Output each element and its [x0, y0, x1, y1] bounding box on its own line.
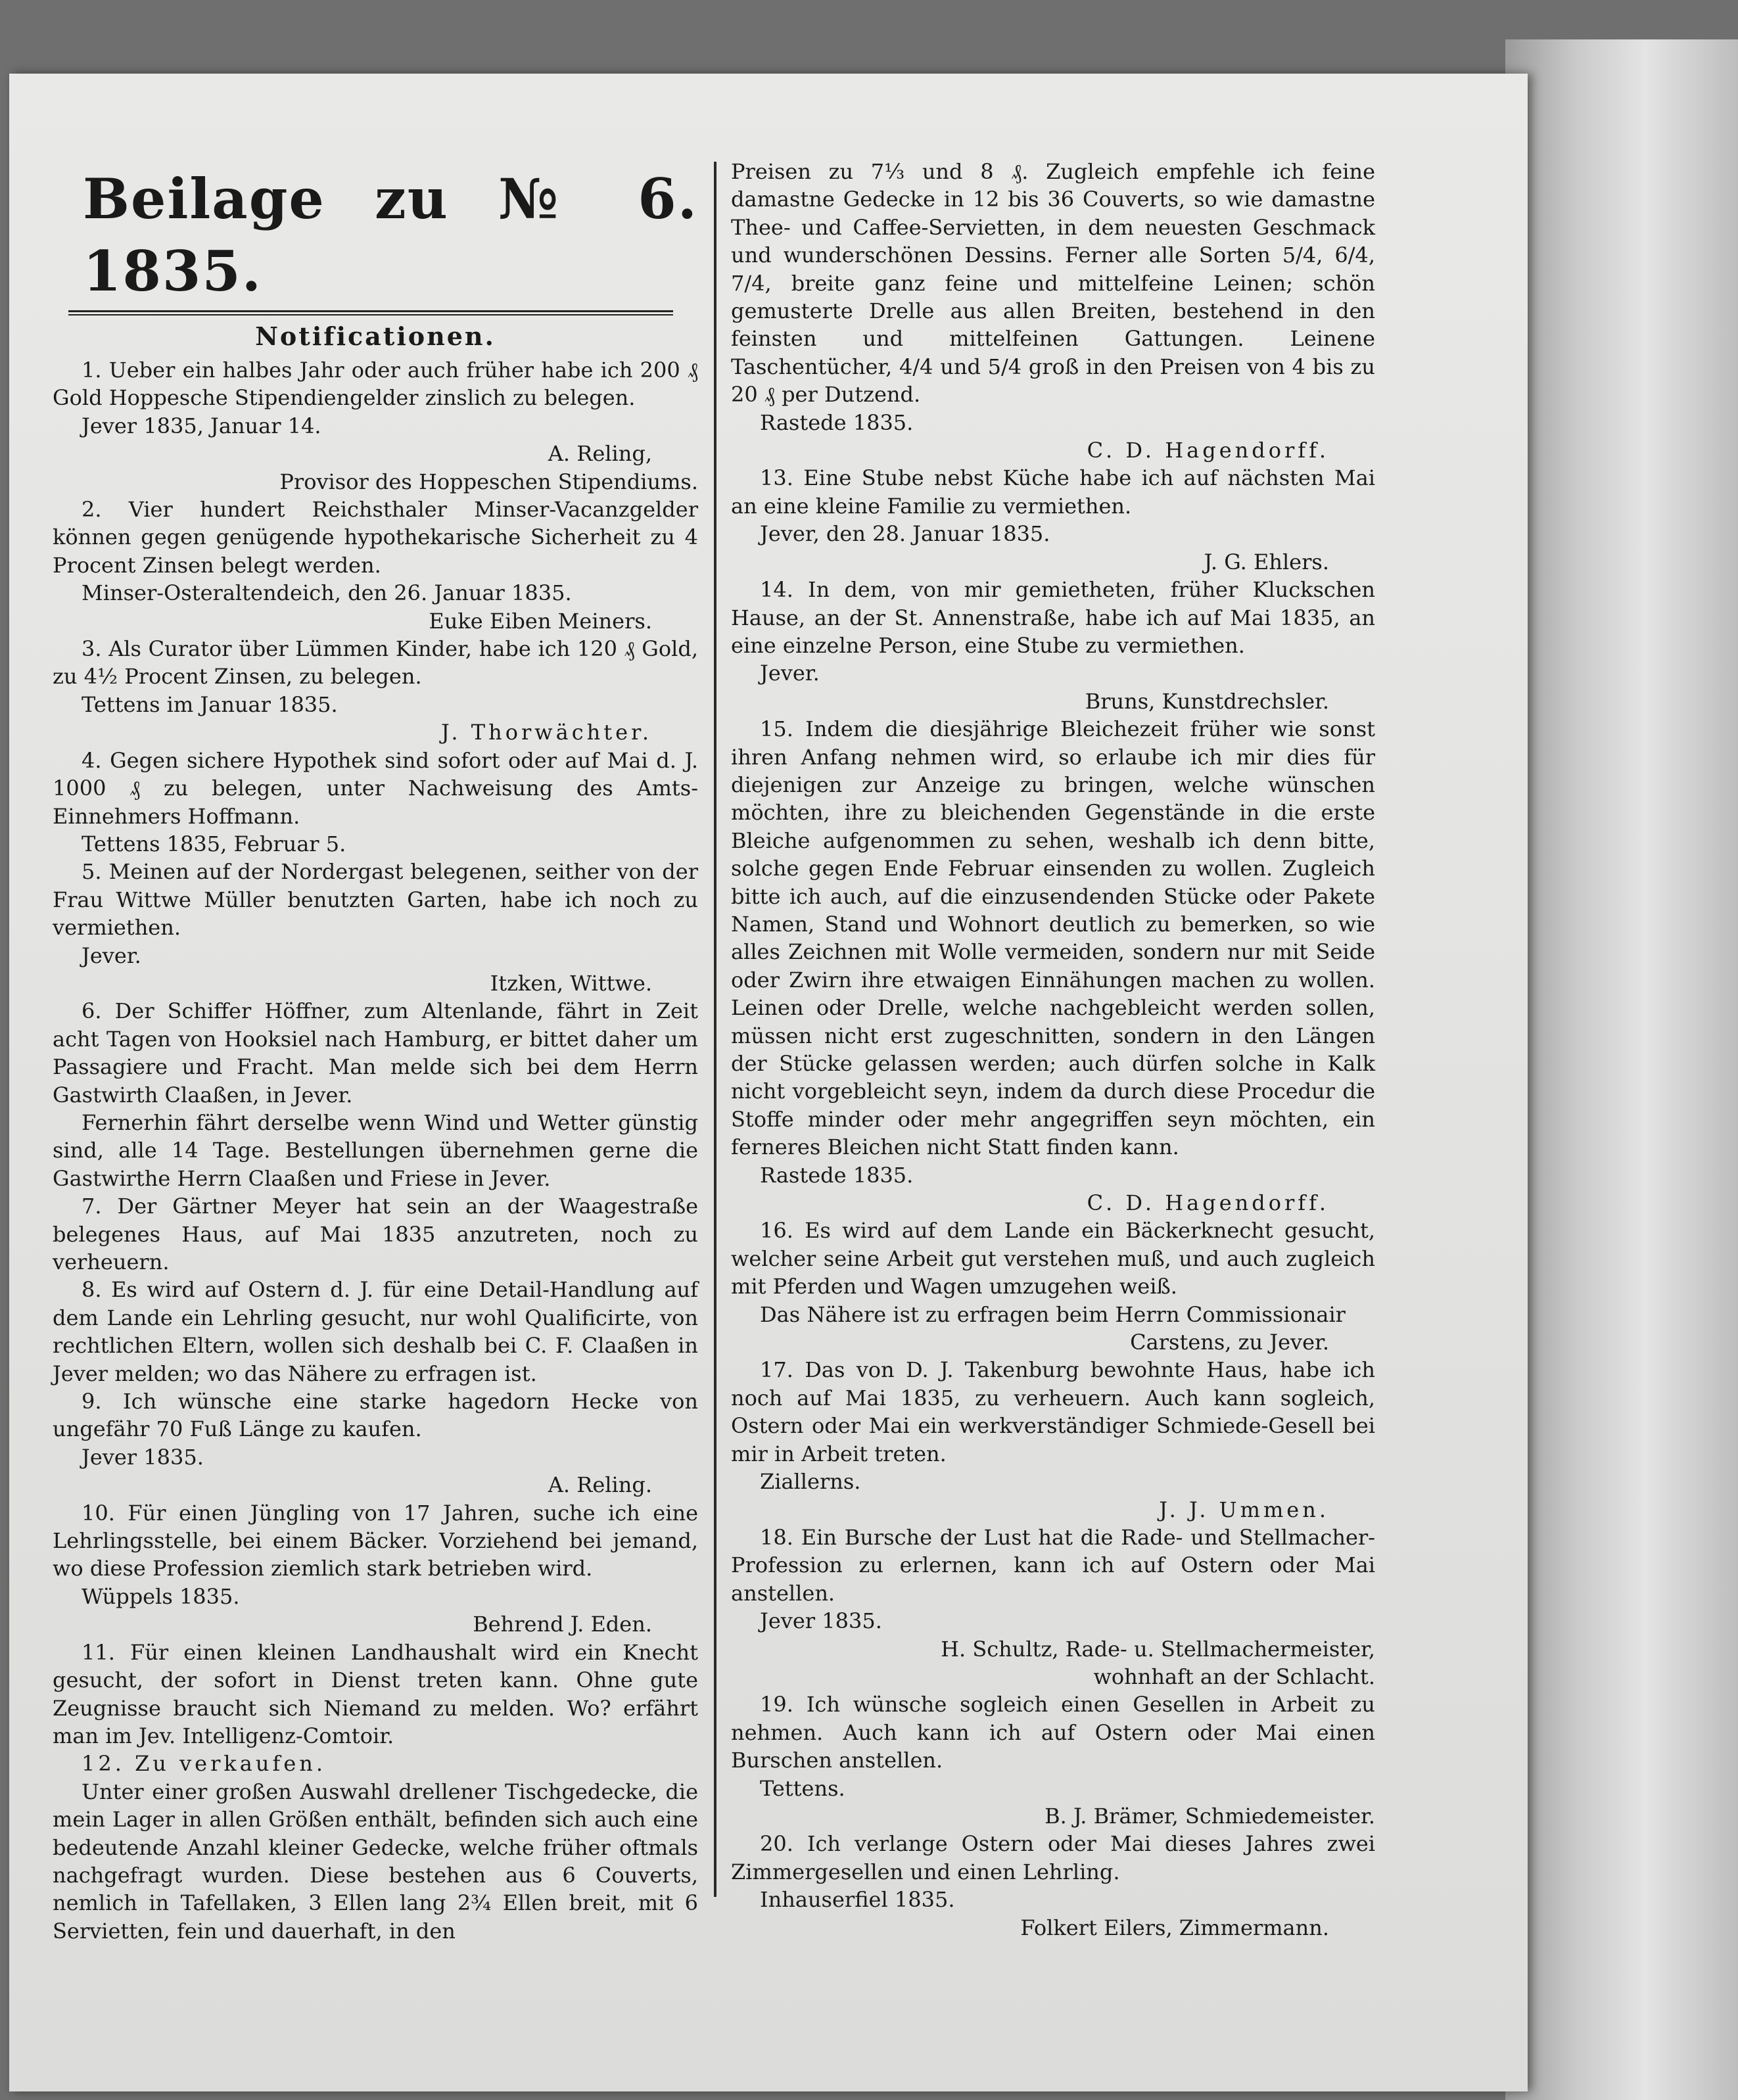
notice-15-signature: C. D. Hagendorff. [1087, 1190, 1329, 1216]
notice-14-place: Jever. [760, 661, 820, 686]
notice-14-signature: Bruns, Kunstdrechsler. [1085, 688, 1329, 714]
notice-6-continued: Fernerhin fährt derselbe wenn Wind und Wetter günstig sind, alle 14 Tage. Bestellungen übernehmen gerne die Gastwirthe Herrn Claaßen und Friese in Jever. [53, 1109, 698, 1191]
notice-12-heading: 12. Zu verkaufen. [82, 1751, 327, 1777]
notice-16: 16. Es wird auf dem Lande ein Bäckerknecht gesucht, welcher seine Arbeit gut verstehen muß, und auch zugleich mit Pferden und Wagen umzugehen weiß. [731, 1218, 1375, 1299]
notice-1: 1. Ueber ein halbes Jahr oder auch früher habe ich 200 ₰ Gold Hoppesche Stipendiengelder zinslich zu belegen. [53, 358, 698, 411]
notice-18-place: Jever 1835. [760, 1608, 882, 1634]
notice-7: 7. Der Gärtner Meyer hat sein an der Waagestraße belegenes Haus, auf Mai 1835 anzutreten, noch zu verheuern. [53, 1194, 698, 1274]
notice-15-place: Rastede 1835. [760, 1162, 914, 1188]
notice-13-signature: J. G. Ehlers. [1204, 549, 1329, 574]
notice-1-signature-title: Provisor des Hoppeschen Stipendiums. [279, 469, 698, 494]
left-column [53, 158, 698, 1945]
notice-16-continued: Das Nähere ist zu erfragen beim Herrn Commissionair [760, 1301, 1346, 1327]
notice-20: 20. Ich verlange Ostern oder Mai dieses Jahres zwei Zimmergesellen und einen Lehrling. [731, 1831, 1375, 1884]
notice-19-place: Tettens. [760, 1775, 845, 1801]
notice-17-signature: J. J. Ummen. [1159, 1497, 1329, 1522]
notice-18: 18. Ein Bursche der Lust hat die Rade- und Stellmacher-Profession zu erlernen, kann ich auf Ostern oder Mai anstellen. [731, 1524, 1375, 1606]
notice-2: 2. Vier hundert Reichsthaler Minser-Vacanzgelder können gegen genügende hypothekarische Sicherheit zu 4 Procent Zinsen belegt werden. [53, 497, 698, 578]
notice-20-place: Inhauserfiel 1835. [760, 1887, 955, 1913]
column-divider [714, 162, 716, 1897]
notice-9: 9. Ich wünsche eine starke hagedorn Hecke von ungefähr 70 Fuß Länge zu kaufen. [53, 1389, 698, 1442]
notice-10-place: Wüppels 1835. [82, 1583, 240, 1609]
title-rule [68, 310, 673, 312]
book-edge [1505, 39, 1738, 2100]
notice-9-signature: A. Reling. [548, 1472, 652, 1498]
notice-12: Unter einer großen Auswahl drellener Tischgedecke, die mein Lager in allen Größen enthält, befinden sich auch eine bedeutende Anzahl kleiner Gedecke, welche früher oftmals nachgefragt wurden. Diese bestehen aus 6 Couverts, nemlich in Tafellaken, 3 Ellen lang 2¾ Ellen breit, mit 6 Servietten, fein und dauerhaft, in den [53, 1779, 698, 1944]
notice-5: 5. Meinen auf der Nordergast belegenen, seither von der Frau Wittwe Müller benutzten Garten, habe ich noch zu vermiethen. [53, 859, 698, 941]
newspaper-page [9, 74, 1528, 2091]
notice-19: 19. Ich wünsche sogleich einen Gesellen in Arbeit zu nehmen. Auch kann ich auf Ostern oder Mai einen Burschen anstellen. [731, 1692, 1375, 1773]
notice-13-place: Jever, den 28. Januar 1835. [760, 521, 1050, 547]
page-title: Beilage zu № 6. 1835. [83, 166, 698, 304]
notice-10: 10. Für einen Jüngling von 17 Jahren, suche ich eine Lehrlingsstelle, bei einem Bäcker. Vorziehend bei jemand, wo diese Profession ziemlich stark betrieben wird. [53, 1500, 698, 1581]
notice-6: 6. Der Schiffer Höffner, zum Altenlande, fährt in Zeit acht Tagen von Hooksiel nach Hamburg, er bittet daher um Passagiere und Fracht. Man melde sich bei dem Herrn Gastwirth Claaßen, in Jever. [53, 998, 698, 1108]
notice-5-signature: Itzken, Wittwe. [490, 970, 652, 996]
notice-4: 4. Gegen sichere Hypothek sind sofort oder auf Mai d. J. 1000 ₰ zu belegen, unter Nachweisung des Amts-Einnehmers Hoffmann. [53, 747, 698, 829]
title-rule-thin [68, 314, 673, 315]
notice-16-signature: Carstens, zu Jever. [1130, 1330, 1329, 1355]
notice-3: 3. Als Curator über Lümmen Kinder, habe ich 120 ₰ Gold, zu 4½ Procent Zinsen, zu belegen. [53, 636, 698, 689]
notice-12-place: Rastede 1835. [760, 409, 914, 435]
notice-1-place: Jever 1835, Januar 14. [82, 413, 321, 438]
notice-9-place: Jever 1835. [82, 1444, 204, 1470]
notice-12-signature: C. D. Hagendorff. [1087, 438, 1329, 463]
notice-19-signature: B. J. Brämer, Schmiedemeister. [1045, 1803, 1375, 1829]
notice-12-continued: Preisen zu 7⅓ und 8 ₰. Zugleich empfehle ich feine damastne Gedecke in 12 bis 36 Couverts, so wie damastne Thee- und Caffee-Servietten, in dem neuesten Geschmack und wunderschönen Dessins. Ferner alle Sorten 5/4, 6/4, 7/4, breite ganz feine und mittelfeine Leinen; schön gemusterte Drelle aus allen Breiten, bestehend in den feinsten und mittelfeinen Gattungen. Leinene Taschentücher, 4/4 und 5/4 groß in den Preisen von 4 bis zu 20 ₰ per Dutzend. [731, 159, 1375, 408]
notice-3-place: Tettens im Januar 1835. [82, 691, 338, 717]
notice-15: 15. Indem die diesjährige Bleichezeit früher wie sonst ihren Anfang nehmen wird, so erlaube ich mir dies für diejenigen zur Anzeige zu bringen, welche wünschen möchten, ihre zu bleichenden Gegenstände in die erste Bleiche aufgenommen zu sehen, weshalb ich denn bitte, solche gegen Ende Februar einsenden zu wollen. Zugleich bitte ich auch, auf die einzusendenden Stücke oder Pakete Namen, Stand und Wohnort deutlich zu bemerken, so wie alles Zeichnen mit Wolle vermeiden, sondern nur mit Seide oder Zwirn ihre etwaigen Einnähungen machen zu wollen. Leinen oder Drelle, welche nachgebleicht werden sollen, müssen nicht erst zugeschnitten, sondern in den Längen der Stücke gelassen werden; auch dürfen solche in Kalk nicht vorgebleicht seyn, indem da durch diese Procedur die Stoffe minder oder mehr angegriffen seyn möchten, ein ferneres Bleichen nicht Statt finden kann. [731, 716, 1375, 1160]
notice-2-signature: Euke Eiben Meiners. [429, 608, 652, 634]
notice-13: 13. Eine Stube nebst Küche habe ich auf nächsten Mai an eine kleine Familie zu vermiethen. [731, 465, 1375, 519]
notice-3-signature: J. Thorwächter. [441, 720, 652, 745]
notice-14: 14. In dem, von mir gemietheten, früher Kluckschen Hause, an der St. Annenstraße, habe ich auf Mai 1835, an eine einzelne Person, eine Stube zu vermiethen. [731, 577, 1375, 658]
notice-10-signature: Behrend J. Eden. [473, 1612, 652, 1637]
notice-5-place: Jever. [82, 943, 141, 968]
notice-1-signature: A. Reling, [548, 441, 652, 467]
notice-20-signature: Folkert Eilers, Zimmermann. [1020, 1915, 1329, 1940]
right-column [731, 158, 1375, 1942]
notice-4-place: Tettens 1835, Februar 5. [82, 831, 346, 856]
notice-8: 8. Es wird auf Ostern d. J. für eine Detail-Handlung auf dem Lande ein Lehrling gesucht, nur wohl Qualificirte, von rechtlichen Eltern, wollen sich deshalb bei C. F. Claaßen in Jever melden; wo das Nähere zu erfragen ist. [53, 1277, 698, 1386]
notice-18-signature: H. Schultz, Rade- u. Stellmachermeister, [941, 1636, 1375, 1662]
section-title: Notificationen. [255, 321, 496, 351]
notice-18-signature-address: wohnhaft an der Schlacht. [1093, 1664, 1375, 1689]
notice-17: 17. Das von D. J. Takenburg bewohnte Haus, habe ich noch auf Mai 1835, zu verheuern. Auch kann sogleich, Ostern oder Mai ein werkverständiger Schmiede-Gesell bei mir in Arbeit treten. [731, 1357, 1375, 1466]
notice-2-place: Minser-Osteraltendeich, den 26. Januar 1835. [82, 580, 572, 606]
notice-17-place: Ziallerns. [760, 1469, 861, 1495]
notice-11: 11. Für einen kleinen Landhaushalt wird ein Knecht gesucht, der sofort in Dienst treten kann. Ohne gute Zeugnisse braucht sich Niemand zu melden. Wo? erfährt man im Jev. Intelligenz-Comtoir. [53, 1639, 698, 1748]
